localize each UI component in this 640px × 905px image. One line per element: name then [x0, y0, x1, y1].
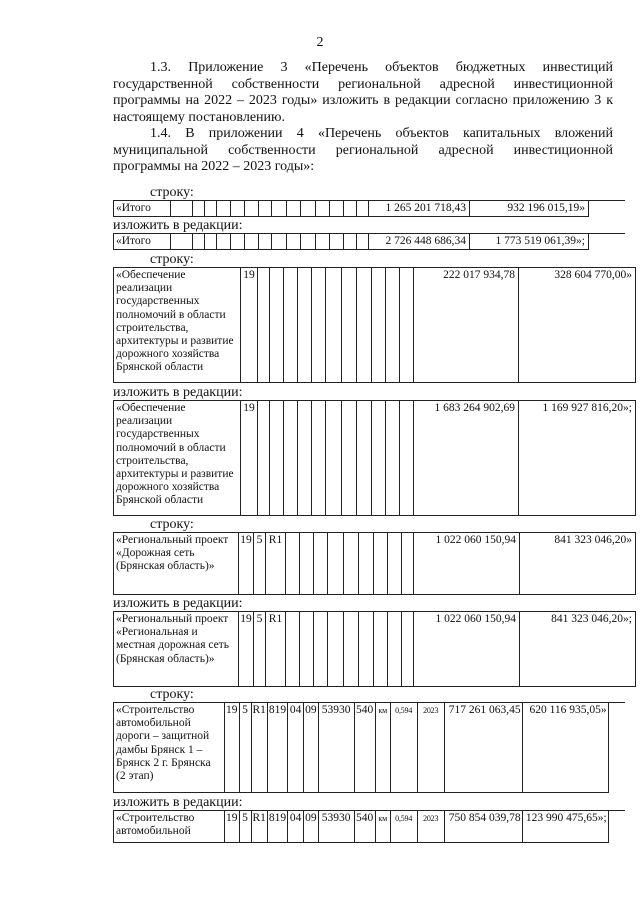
cell-empty [372, 268, 386, 383]
label-izlozhit: изложить в редакции: [113, 795, 243, 810]
cell-name: «Региональный проект «Региональная и местная дорожная сеть (Брянская область)» [114, 612, 239, 687]
cell-empty [328, 533, 344, 595]
cell-name: «Итого [114, 201, 171, 217]
cell-amount-2023: 123 990 475,65»; [522, 811, 608, 843]
cell-empty [359, 533, 374, 595]
cell-empty [286, 612, 300, 687]
cell-amount-2023: 841 323 046,20» [520, 533, 636, 595]
cell-code: R1 [266, 612, 286, 687]
cell-empty [284, 401, 298, 516]
table-row-itogo-old [113, 200, 589, 217]
cell-amount-2022: 2 726 448 686,34 [369, 234, 470, 250]
cell-empty [372, 401, 386, 516]
cell-name: «Строительство автомобильной [114, 811, 225, 843]
cell-empty [272, 201, 287, 217]
paragraph-1-4 [113, 126, 613, 176]
label-izlozhit: изложить в редакции: [113, 385, 243, 400]
cell-code [270, 401, 284, 516]
cell-empty [298, 401, 312, 516]
cell-amount-2022: 1 022 060 150,94 [414, 612, 520, 687]
cell-code: 540 [354, 703, 375, 793]
cell-empty [245, 234, 259, 250]
cell-name: «Строительство автомобильной дороги – защитной дамбы Брянск 1 – Брянск 2 г. Брянска (2 этап) [114, 703, 225, 793]
cell-empty [217, 201, 231, 217]
cell-code: 5 [239, 811, 251, 843]
cell-empty [286, 533, 300, 595]
cell-empty [402, 533, 414, 595]
cell-code [171, 201, 193, 217]
cell-empty [344, 533, 359, 595]
cell-empty [287, 201, 301, 217]
cell-capacity: 0,594 [390, 811, 417, 843]
cell-empty [342, 401, 357, 516]
table-row-stroitelstvo-new [113, 810, 609, 843]
cell-empty [374, 533, 388, 595]
cell-code: 09 [304, 703, 319, 793]
cell-amount-2022: 1 683 264 902,69 [414, 401, 519, 516]
cell-name: «Обеспечение реализации государственных полномочий в области строительства, архитектуры и развитие дорожного хозяйства Брянской области [114, 401, 241, 516]
cell-code: 19 [225, 811, 240, 843]
cell-year: 2023 [417, 703, 444, 793]
cell-empty [357, 268, 372, 383]
paragraph-text: Приложение 3 «Перечень объектов бюджетных инвестиций государственной собственности региональной адресной инвестиционной программы на 2022 – 2023 годы» изложить в редакции согласно приложению 3 к настоящему постановлению. [113, 60, 613, 125]
cell-empty [301, 234, 316, 250]
cell-empty [359, 612, 374, 687]
label-izlozhit: изложить в редакции: [113, 218, 243, 233]
cell-empty [217, 234, 231, 250]
cell-unit: км [375, 811, 390, 843]
cell-empty [326, 268, 342, 383]
cell-amount-2023: 620 116 935,05» [522, 703, 608, 793]
paragraph-number: 1.4. [150, 126, 171, 141]
cell-code: R1 [266, 533, 286, 595]
cell-empty [231, 201, 245, 217]
cell-name: «Итого [114, 234, 171, 250]
cell-code [193, 234, 205, 250]
cell-unit: км [375, 703, 390, 793]
cell-name: «Обеспечение реализации государственных полномочий в области строительства, архитектуры и развитие дорожного хозяйства Брянской области [114, 268, 241, 383]
cell-amount-2022: 1 022 060 150,94 [414, 533, 520, 595]
cell-empty [272, 234, 287, 250]
cell-code [258, 268, 270, 383]
cell-empty [386, 268, 400, 383]
cell-empty [388, 533, 402, 595]
cell-code: R1 [251, 703, 267, 793]
cell-empty [400, 401, 414, 516]
cell-amount-2023: 932 196 015,19» [470, 201, 589, 217]
table-row-obespechenie-old [113, 267, 636, 383]
cell-code [205, 201, 217, 217]
cell-empty [344, 201, 357, 217]
cell-empty [316, 201, 330, 217]
cell-empty [328, 612, 344, 687]
table-row-regproekt-new [113, 611, 636, 687]
label-stroku: строку: [150, 252, 194, 267]
cell-amount-2022: 750 854 039,78 [444, 811, 522, 843]
cell-amount-2022: 1 265 201 718,43 [369, 201, 470, 217]
cell-code: 19 [239, 533, 254, 595]
cell-empty [301, 201, 316, 217]
cell-empty [342, 268, 357, 383]
cell-empty [388, 612, 402, 687]
cell-empty [400, 268, 414, 383]
cell-empty [357, 201, 369, 217]
cell-empty [330, 234, 344, 250]
cell-code: 19 [239, 612, 254, 687]
cell-empty [326, 401, 342, 516]
cell-code: 819 [267, 811, 287, 843]
label-stroku: строку: [150, 687, 194, 702]
cell-capacity: 0,594 [390, 703, 417, 793]
cell-empty [330, 201, 344, 217]
cell-code: 19 [225, 703, 240, 793]
cell-amount-2022: 717 261 063,45 [444, 703, 522, 793]
cell-code: 53930 [318, 811, 354, 843]
cell-empty [287, 234, 301, 250]
cell-amount-2023: 1 773 519 061,39»; [470, 234, 589, 250]
cell-empty [298, 268, 312, 383]
cell-code: 09 [304, 811, 319, 843]
cell-empty [259, 201, 272, 217]
cell-empty [357, 401, 372, 516]
cell-empty [344, 612, 359, 687]
cell-code [193, 201, 205, 217]
cell-year: 2023 [417, 811, 444, 843]
cell-empty [357, 234, 369, 250]
cell-code [270, 268, 284, 383]
table-row-stroitelstvo-old [113, 702, 609, 793]
label-izlozhit: изложить в редакции: [113, 596, 243, 611]
cell-amount-2023: 328 604 770,00» [519, 268, 636, 383]
cell-code [171, 234, 193, 250]
cell-code: 5 [254, 612, 266, 687]
table-row-obespechenie-new [113, 400, 636, 516]
cell-code: 53930 [318, 703, 354, 793]
table-row-itogo-new [113, 233, 589, 250]
cell-empty [259, 234, 272, 250]
cell-code: 819 [267, 703, 287, 793]
paragraph-1-3 [113, 60, 613, 126]
cell-empty [231, 234, 245, 250]
cell-code [205, 234, 217, 250]
table-row-regproekt-old [113, 532, 636, 595]
cell-code: 04 [288, 811, 304, 843]
cell-empty [300, 612, 314, 687]
cell-empty [300, 533, 314, 595]
cell-empty [374, 612, 388, 687]
cell-code [258, 401, 270, 516]
cell-code: R1 [251, 811, 267, 843]
paragraph-text: В приложении 4 «Перечень объектов капитальных вложений муниципальной собственности региональной адресной инвестиционной программы на 2022 – 2023 годы»: [113, 126, 613, 174]
cell-empty [312, 401, 326, 516]
page-number: 2 [316, 35, 324, 50]
cell-empty [245, 201, 259, 217]
cell-code: 04 [288, 703, 304, 793]
cell-empty [402, 612, 414, 687]
label-stroku: строку: [150, 517, 194, 532]
cell-amount-2022: 222 017 934,78 [414, 268, 519, 383]
cell-empty [314, 533, 328, 595]
cell-empty [312, 268, 326, 383]
cell-name: «Региональный проект «Дорожная сеть (Брянская область)» [114, 533, 239, 595]
cell-empty [314, 612, 328, 687]
cell-empty [284, 268, 298, 383]
cell-empty [344, 234, 357, 250]
cell-amount-2023: 841 323 046,20»; [520, 612, 636, 687]
cell-empty [386, 401, 400, 516]
paragraph-number: 1.3. [150, 60, 171, 75]
cell-code: 19 [241, 268, 258, 383]
cell-code: 19 [241, 401, 258, 516]
cell-empty [316, 234, 330, 250]
cell-code: 540 [354, 811, 375, 843]
cell-code: 5 [254, 533, 266, 595]
label-stroku: строку: [150, 185, 194, 200]
cell-code: 5 [239, 703, 251, 793]
cell-amount-2023: 1 169 927 816,20»; [519, 401, 636, 516]
